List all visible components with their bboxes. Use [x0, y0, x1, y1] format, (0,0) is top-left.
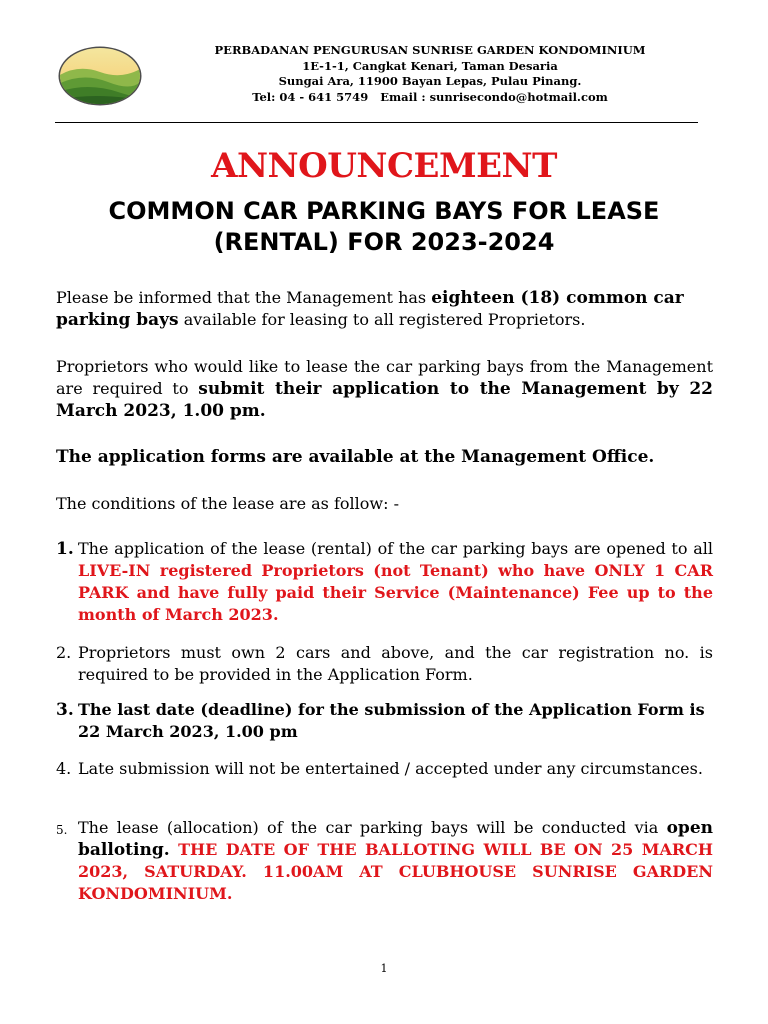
landscape-logo-icon	[58, 46, 142, 106]
condition-item-2	[56, 642, 713, 686]
intro-text-end: available for leasing to all registered Proprietors.	[178, 310, 586, 329]
address-line-1: 1E-1-1, Cangkat Kenari, Taman Desaria	[302, 58, 558, 73]
subtitle-line-2: (RENTAL) FOR 2023-2024	[213, 228, 555, 256]
condition-item-1	[56, 538, 713, 626]
subtitle-line-1: COMMON CAR PARKING BAYS FOR LEASE	[108, 197, 660, 225]
item-highlight: LIVE-IN registered Proprietors (not Tenant) who have ONLY 1 CAR PARK and have fully paid their Service (Maintenance) Fee up to the month of March 2023.	[78, 561, 713, 624]
item-number: 1.	[56, 539, 74, 559]
paragraph-submission	[56, 356, 713, 422]
item-bold: open balloting.	[78, 818, 713, 860]
intro-text: Please be informed that the Management has	[56, 288, 432, 307]
address-line-2: Sungai Ara, 11900 Bayan Lepas, Pulau Pinang.	[278, 74, 582, 88]
letterhead	[0, 0, 768, 126]
paragraph-intro	[56, 287, 713, 331]
item-text: The lease (allocation) of the car parking bays will be conducted via	[78, 818, 667, 837]
item-number: 5.	[56, 823, 68, 837]
submission-text: Proprietors who would like to lease the car parking bays from the Management are required to	[56, 357, 713, 398]
item-text: Proprietors must own 2 cars and above, and the car registration no. is required to be provided in the Application Form.	[78, 643, 713, 684]
page-number: 1	[380, 962, 388, 975]
announcement-subtitle	[40, 196, 728, 258]
header-divider	[55, 122, 698, 123]
paragraph-forms: The application forms are available at the Management Office.	[56, 447, 655, 467]
item-text: Late submission will not be entertained / accepted under any circumstances.	[78, 759, 703, 778]
condition-item-5	[56, 817, 713, 905]
submission-deadline: submit their application to the Management by 22 March 2023, 1.00 pm.	[56, 379, 713, 421]
item-highlight: THE DATE OF THE BALLOTING WILL BE ON 25 MARCH 2023, SATURDAY. 11.00AM AT CLUBHOUSE SUNRISE GARDEN KONDOMINIUM.	[78, 840, 713, 903]
item-text: The application of the lease (rental) of the car parking bays are opened to all	[78, 539, 713, 558]
intro-bold: eighteen (18) common car parking bays	[56, 288, 684, 330]
item-text: The last date (deadline) for the submission of the Application Form is 22 March 2023, 1.00 pm	[78, 700, 705, 741]
organization-address-block	[150, 43, 710, 105]
item-number: 3.	[56, 700, 74, 720]
condition-item-3	[56, 699, 713, 743]
announcement-title: ANNOUNCEMENT	[211, 146, 557, 186]
organization-name: PERBADANAN PENGURUSAN SUNRISE GARDEN KONDOMINIUM	[214, 43, 646, 57]
item-number: 2.	[56, 643, 72, 662]
paragraph-conditions-intro: The conditions of the lease are as follow: -	[56, 494, 399, 513]
contact-line: Tel: 04 - 641 5749 Email : sunrisecondo@hotmail.com	[252, 89, 608, 104]
condition-item-4	[56, 758, 713, 780]
item-number: 4.	[56, 759, 72, 778]
